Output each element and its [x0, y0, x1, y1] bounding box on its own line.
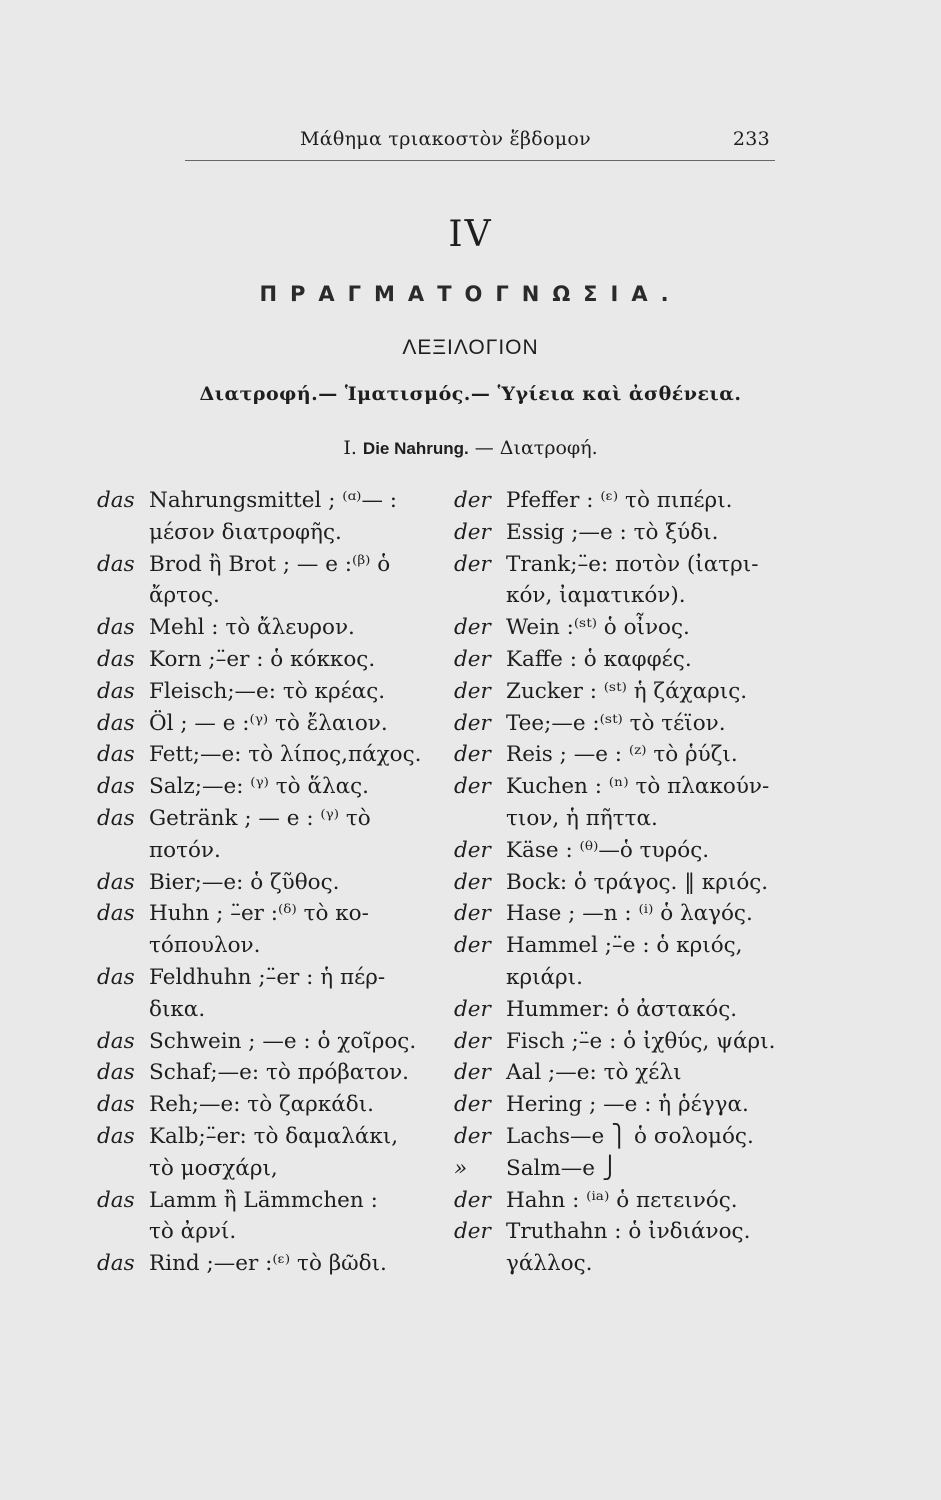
article: der: [454, 996, 491, 1022]
entry-text: Hummer: ὁ ἀστακός.: [506, 996, 738, 1022]
vocab-line: [97, 1216, 427, 1248]
entry-text: Rind ;—er :⁽ᵋ⁾ τὸ βῶδι.: [149, 1251, 387, 1277]
entry-text: Käse : ⁽ᶿ⁾—ὁ τυρός.: [506, 837, 710, 863]
vocab-line: [454, 580, 774, 612]
vocab-line: [454, 1185, 774, 1217]
vocab-line: [454, 1153, 774, 1185]
vocab-line: [454, 1216, 774, 1248]
right-column: [454, 485, 774, 1280]
entry-text: Schwein ; —e : ὁ χοῖρος.: [149, 1028, 417, 1054]
vocab-line: [97, 1026, 427, 1058]
article: das: [97, 646, 135, 672]
article: das: [97, 678, 135, 704]
entry-text: Lachs—e ⎫ ὁ σολομός.: [506, 1123, 754, 1149]
article: das: [97, 1060, 135, 1086]
entry-text: Hammel ;–̈e : ὁ κριός,: [506, 933, 743, 959]
article: der: [454, 1219, 491, 1245]
article: der: [454, 646, 491, 672]
entry-text: Hase ; —n : ⁽ⁱ⁾ ὁ λαγός.: [506, 901, 753, 927]
entry-text: κόν, ἰαματικόν).: [506, 583, 686, 609]
entry-text: Fett;—e: τὸ λίπος,πάχος.: [149, 742, 422, 768]
vocab-line: [97, 549, 427, 581]
vocab-line: [454, 1057, 774, 1089]
lexicon-heading: ΛΕΞΙΛΟΓΙΟΝ: [402, 336, 539, 359]
vocab-line: [97, 644, 427, 676]
vocab-line: [97, 517, 427, 549]
article: »: [454, 1155, 468, 1181]
vocab-line: [97, 676, 427, 708]
entry-text: Truthahn : ὁ ἰνδιάνος.: [506, 1219, 751, 1245]
article: der: [454, 488, 491, 513]
article: der: [454, 678, 491, 704]
vocab-line: [97, 580, 427, 612]
article: das: [97, 488, 135, 513]
entry-text: Bier;—e: ὁ ζῦθος.: [149, 869, 340, 895]
article: das: [97, 805, 135, 831]
article: der: [454, 615, 491, 641]
article: der: [454, 774, 491, 800]
entry-text: Mehl : τὸ ἄλευρον.: [149, 615, 355, 641]
vocab-line: [454, 708, 774, 740]
entry-text: ἄρτος.: [149, 583, 220, 609]
entry-text: Hering ; —e : ἡ ῥέγγα.: [506, 1092, 749, 1118]
vocab-line: [454, 517, 774, 549]
running-title: Μάθημα τριακοστὸν ἕβδομον: [300, 128, 592, 150]
article: der: [454, 1187, 491, 1213]
vocab-line: [454, 485, 774, 517]
left-column: [97, 485, 427, 1280]
vocab-line: [454, 1089, 774, 1121]
vocab-line: [97, 1057, 427, 1089]
vocab-line: [454, 771, 774, 803]
vocab-line: [97, 835, 427, 867]
section-number: I.: [343, 437, 357, 459]
entry-text: Kalb;–̈er: τὸ δαμαλάκι,: [149, 1123, 399, 1149]
article: der: [454, 837, 491, 863]
article: der: [454, 551, 491, 577]
article: das: [97, 1092, 135, 1118]
part-number: IV: [448, 214, 493, 255]
article: das: [97, 551, 135, 577]
vocab-line: [97, 739, 427, 771]
entry-text: Kaffe : ὁ καφφές.: [506, 646, 692, 672]
entry-text: γάλλος.: [506, 1251, 593, 1277]
article: der: [454, 901, 491, 927]
vocab-line: [454, 676, 774, 708]
vocab-line: [454, 898, 774, 930]
article: das: [97, 710, 135, 736]
vocab-line: [454, 739, 774, 771]
entry-text: Getränk ; — e : ⁽ᵞ⁾ τὸ: [149, 805, 371, 831]
vocab-line: [97, 867, 427, 899]
article: der: [454, 869, 491, 895]
article: das: [97, 774, 135, 800]
article: das: [97, 869, 135, 895]
vocab-line: [97, 898, 427, 930]
entry-text: Salz;—e: ⁽ᵞ⁾ τὸ ἅλας.: [149, 774, 369, 800]
entry-text: Feldhuhn ;–̈er : ἡ πέρ-: [149, 964, 386, 990]
vocab-line: [454, 612, 774, 644]
vocab-line: [454, 930, 774, 962]
article: das: [97, 1187, 135, 1213]
article: das: [97, 742, 135, 768]
vocab-line: [454, 549, 774, 581]
article: das: [97, 1028, 135, 1054]
entry-text: τιον, ἡ πῆττα.: [506, 805, 658, 831]
article: der: [454, 710, 491, 736]
entry-text: Wein :⁽ˢᵗ⁾ ὁ οἶνος.: [506, 615, 690, 641]
entry-text: Trank;–̈e: ποτὸν (ἰατρι-: [506, 551, 759, 577]
article: der: [454, 519, 491, 545]
entry-text: Hahn : ⁽ⁱᵃ⁾ ὁ πετεινός.: [506, 1187, 738, 1213]
vocab-line: [97, 930, 427, 962]
article: das: [97, 1123, 135, 1149]
entry-text: δικα.: [149, 996, 206, 1022]
entry-text: Schaf;—e: τὸ πρόβατον.: [149, 1060, 410, 1086]
entry-text: τὸ ἀρνί.: [149, 1219, 237, 1245]
vocab-line: [97, 1121, 427, 1153]
vocab-line: [454, 1121, 774, 1153]
entry-text: Kuchen : ⁽ⁿ⁾ τὸ πλακούν-: [506, 774, 770, 800]
vocab-line: [454, 994, 774, 1026]
vocab-line: [454, 1248, 774, 1280]
entry-text: Pfeffer : ⁽ᵋ⁾ τὸ πιπέρι.: [506, 488, 733, 513]
vocab-line: [97, 994, 427, 1026]
vocab-line: [97, 1089, 427, 1121]
entry-text: Aal ;—e: τὸ χέλι: [506, 1060, 682, 1086]
vocab-line: [97, 485, 427, 517]
entry-text: Lamm ἢ Lämmchen :: [149, 1187, 378, 1213]
section-greek-title: — Διατροφή.: [474, 437, 598, 459]
vocab-line: [454, 962, 774, 994]
topics-line: Διατροφή.— Ἱματισμός.— Ὑγίεια καὶ ἀσθένεια.: [199, 383, 742, 405]
entry-text: Fleisch;—e: τὸ κρέας.: [149, 678, 386, 704]
entry-text: Nahrungsmittel ; ⁽ᵅ⁾— :: [149, 488, 398, 513]
article: das: [97, 1251, 135, 1277]
entry-text: Zucker : ⁽ˢᵗ⁾ ἡ ζάχαρις.: [506, 678, 748, 704]
vocab-line: [454, 835, 774, 867]
entry-text: Reh;—e: τὸ ζαρκάδι.: [149, 1092, 374, 1118]
entry-text: Reis ; —e : ⁽ᶻ⁾ τὸ ῥύζι.: [506, 742, 738, 768]
entry-text: μέσον διατροφῆς.: [149, 519, 342, 545]
vocab-line: [454, 803, 774, 835]
entry-text: Fisch ;–̈e : ὁ ἰχθύς, ψάρι.: [506, 1028, 776, 1054]
article: das: [97, 901, 135, 927]
entry-text: Brod ἢ Brot ; — e :⁽ᵝ⁾ ὁ: [149, 551, 391, 577]
section-german-title: Die Nahrung.: [362, 439, 469, 458]
vocab-line: [97, 708, 427, 740]
entry-text: Bock: ὁ τράγος. ‖ κριός.: [506, 869, 769, 895]
entry-text: κριάρι.: [506, 964, 583, 990]
entry-text: ποτόν.: [149, 837, 221, 863]
article: der: [454, 742, 491, 768]
vocab-line: [97, 962, 427, 994]
article: der: [454, 1028, 491, 1054]
vocab-line: [454, 644, 774, 676]
vocab-line: [454, 867, 774, 899]
article: das: [97, 615, 135, 641]
vocab-line: [97, 803, 427, 835]
vocab-line: [97, 771, 427, 803]
section-heading: [0, 437, 941, 459]
article: der: [454, 933, 491, 959]
entry-text: Essig ;—e : τὸ ξύδι.: [506, 519, 719, 545]
vocab-line: [454, 1026, 774, 1058]
vocab-line: [97, 612, 427, 644]
article: der: [454, 1092, 491, 1118]
vocab-line: [97, 1248, 427, 1280]
entry-text: Salm—e ⎭: [506, 1155, 618, 1181]
article: der: [454, 1123, 491, 1149]
page-number: 233: [732, 128, 770, 150]
entry-text: Öl ; — e :⁽ᵞ⁾ τὸ ἔλαιον.: [149, 710, 388, 736]
header-rule: [185, 160, 775, 161]
vocab-line: [97, 1153, 427, 1185]
entry-text: Tee;—e :⁽ˢᵗ⁾ τὸ τέϊον.: [506, 710, 726, 736]
article: das: [97, 964, 135, 990]
entry-text: Korn ;–̈er : ὁ κόκκος.: [149, 646, 376, 672]
article: der: [454, 1060, 491, 1086]
part-title: ΠΡΑΓΜΑΤΟΓΝΩΣΙΑ.: [259, 282, 682, 306]
entry-text: τὸ μοσχάρι,: [149, 1155, 278, 1181]
entry-text: Huhn ; –̈er :⁽ᵟ⁾ τὸ κο-: [149, 901, 369, 927]
vocab-line: [97, 1185, 427, 1217]
entry-text: τόπουλον.: [149, 933, 261, 959]
